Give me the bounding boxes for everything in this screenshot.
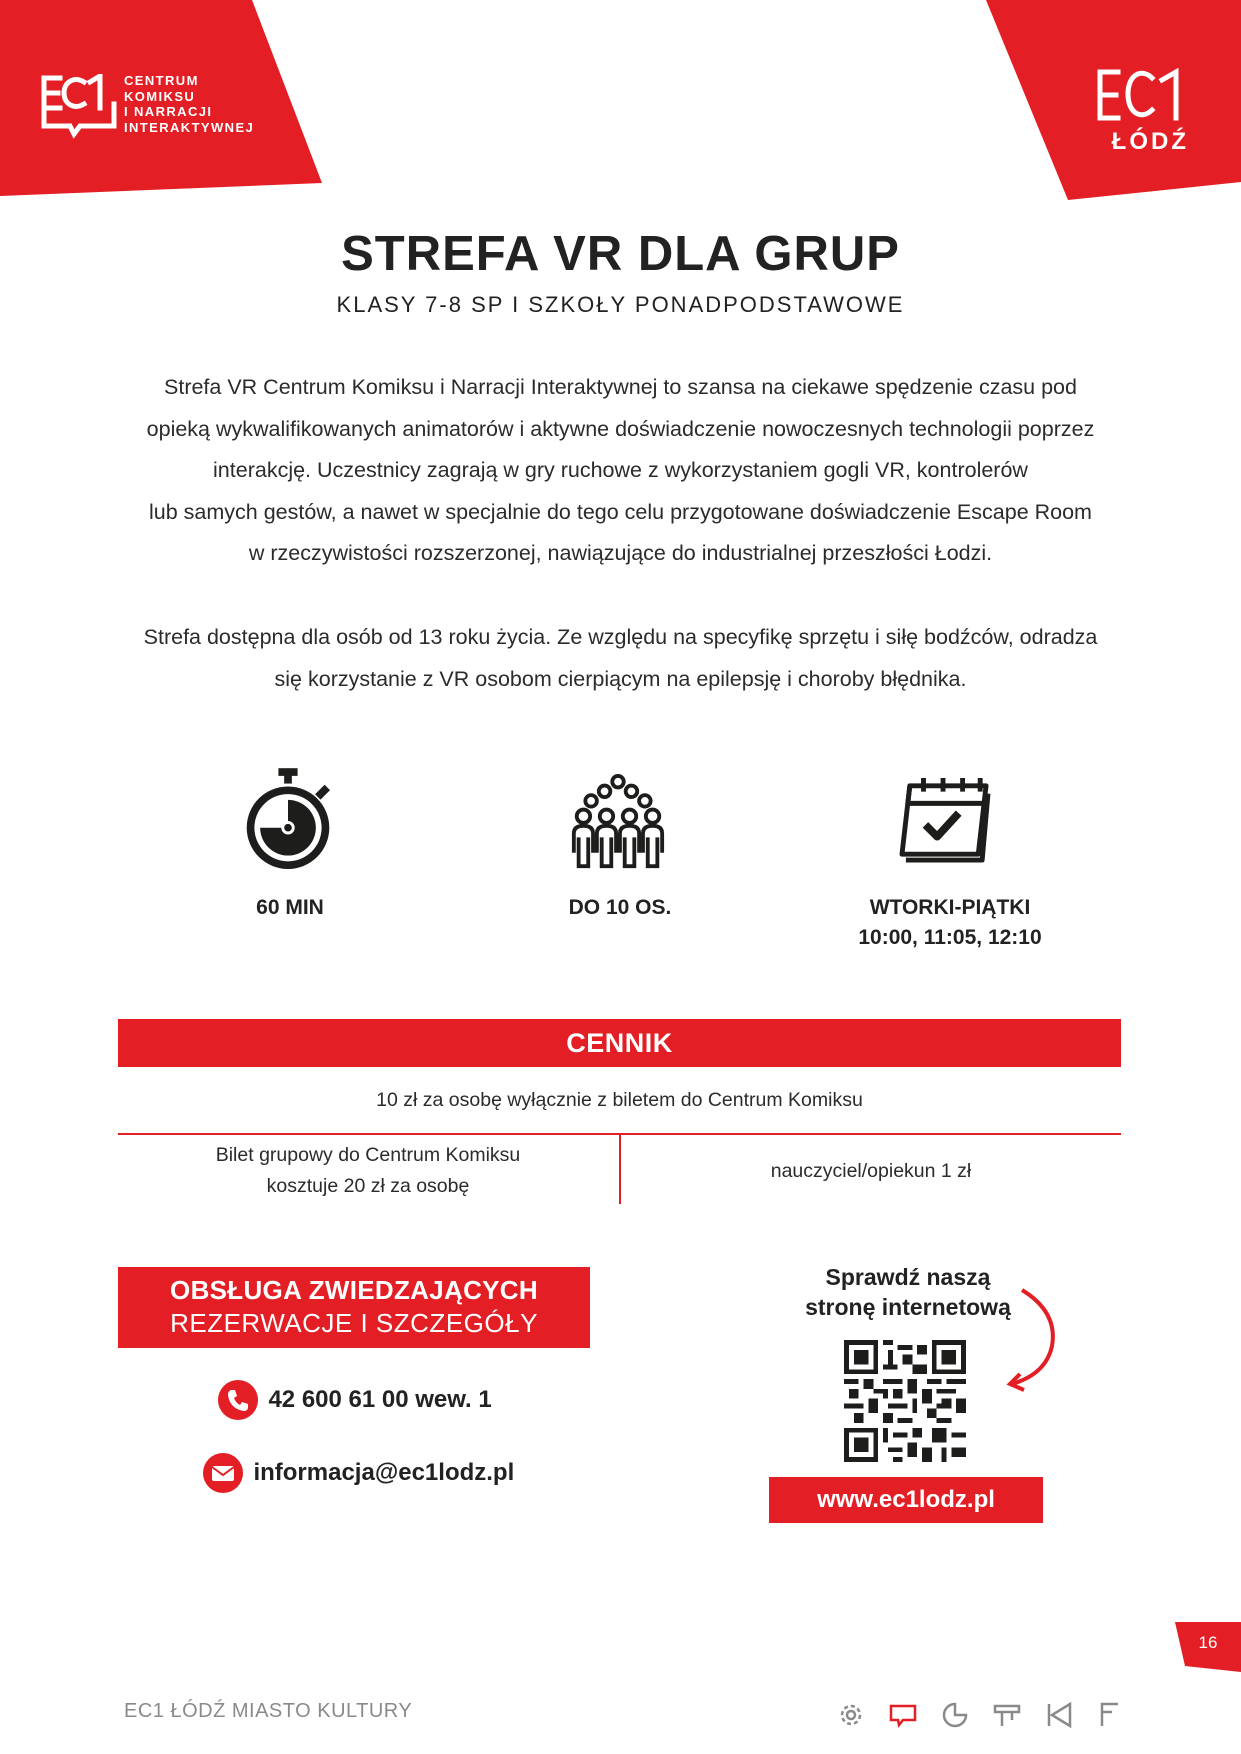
description-line: opieką wykwalifikowanych animatorów i aktywne doświadczenie nowoczesnych technologii poprzez — [146, 416, 1095, 441]
logo-line: KOMIKSU — [124, 88, 196, 104]
ec1-lodz-logo-icon — [1096, 68, 1190, 124]
logo-line: INTERAKTYWNEJ — [124, 119, 255, 135]
page-title: STREFA VR DLA GRUP — [341, 227, 900, 281]
website-heading-line: Sprawdź naszą — [825, 1264, 991, 1290]
email-row[interactable] — [203, 1453, 514, 1493]
play-back-icon — [1044, 1700, 1074, 1730]
visitor-service-title: OBSŁUGA ZWIEDZAJĄCYCH — [170, 1275, 538, 1305]
logo-line: I NARRACJI — [124, 104, 213, 119]
group-ticket-price — [118, 1140, 618, 1202]
description-line: lub samych gestów, a nawet w specjalnie do tego celu przygotowane doświadczenie Escape Room — [149, 499, 1092, 524]
lodz-logo-text: ŁÓDŹ — [1111, 128, 1189, 155]
flag-icon — [1094, 1700, 1124, 1730]
description-line: Strefa VR Centrum Komiksu i Narracji Interaktywnej to szansa na ciekawe spędzenie czasu pod — [164, 375, 1077, 399]
group-ticket-line: Bilet grupowy do Centrum Komiksu — [215, 1144, 521, 1166]
phone-row[interactable] — [218, 1380, 492, 1420]
phone-number[interactable]: 42 600 61 00 wew. 1 — [268, 1386, 492, 1413]
website-heading-line: stronę internetową — [805, 1294, 1011, 1320]
table-sign-icon — [992, 1700, 1022, 1730]
main-price: 10 zł za osobę wyłącznie z biletem do Centrum Komiksu — [376, 1089, 863, 1111]
notice-line: Strefa dostępna dla osób od 13 roku życia. Ze względu na specyfikę sprzętu i siłę bodźców, odradza — [143, 625, 1098, 649]
pricing-heading: CENNIK — [118, 1019, 1121, 1067]
speech-bubble-icon — [888, 1700, 918, 1730]
logo-line: CENTRUM — [124, 73, 199, 88]
phone-icon — [218, 1380, 258, 1420]
curved-arrow-icon — [1002, 1284, 1062, 1394]
teacher-price: nauczyciel/opiekun 1 zł — [770, 1160, 972, 1182]
leaf-icon — [940, 1700, 970, 1730]
comic-center-logo-text — [124, 73, 254, 135]
description-line: interakcję. Uczestnicy zagrają w gry ruchowe z wykorzystaniem gogli VR, kontrolerów — [213, 458, 1028, 482]
mail-icon — [203, 1453, 243, 1493]
notice-line: się korzystanie z VR osobom cierpiącym na epilepsję i choroby błędnika. — [274, 666, 967, 691]
age-notice — [110, 617, 1131, 700]
duration-label: 60 MIN — [256, 896, 324, 919]
stopwatch-icon — [240, 768, 336, 874]
schedule-days: WTORKI-PIĄTKI — [869, 896, 1031, 919]
schedule-label — [820, 893, 1080, 953]
calendar-check-icon — [896, 776, 994, 864]
gear-icon — [836, 1700, 866, 1730]
schedule-hours: 10:00, 11:05, 12:10 — [858, 926, 1042, 949]
email-address[interactable]: informacja@ec1lodz.pl — [253, 1459, 515, 1486]
description — [110, 367, 1131, 575]
website-link[interactable]: www.ec1lodz.pl — [769, 1477, 1043, 1523]
page-subtitle: KLASY 7-8 SP I SZKOŁY PONADPODSTAWOWE — [336, 292, 905, 317]
qr-code-icon[interactable] — [844, 1340, 966, 1462]
visitor-service-box — [118, 1267, 590, 1348]
page-number: 16 — [1198, 1633, 1218, 1652]
footer-text: EC1 ŁÓDŹ MIASTO KULTURY — [124, 1700, 413, 1722]
group-people-icon — [570, 774, 666, 870]
group-ticket-line: kosztuje 20 zł za osobę — [266, 1175, 470, 1197]
ec1-comic-logo-icon — [40, 74, 120, 144]
group-size-label: DO 10 OS. — [568, 896, 672, 919]
visitor-service-subtitle: REZERWACJE I SZCZEGÓŁY — [170, 1308, 538, 1338]
description-line: w rzeczywistości rozszerzonej, nawiązujące do industrialnej przeszłości Łodzi. — [248, 541, 993, 565]
